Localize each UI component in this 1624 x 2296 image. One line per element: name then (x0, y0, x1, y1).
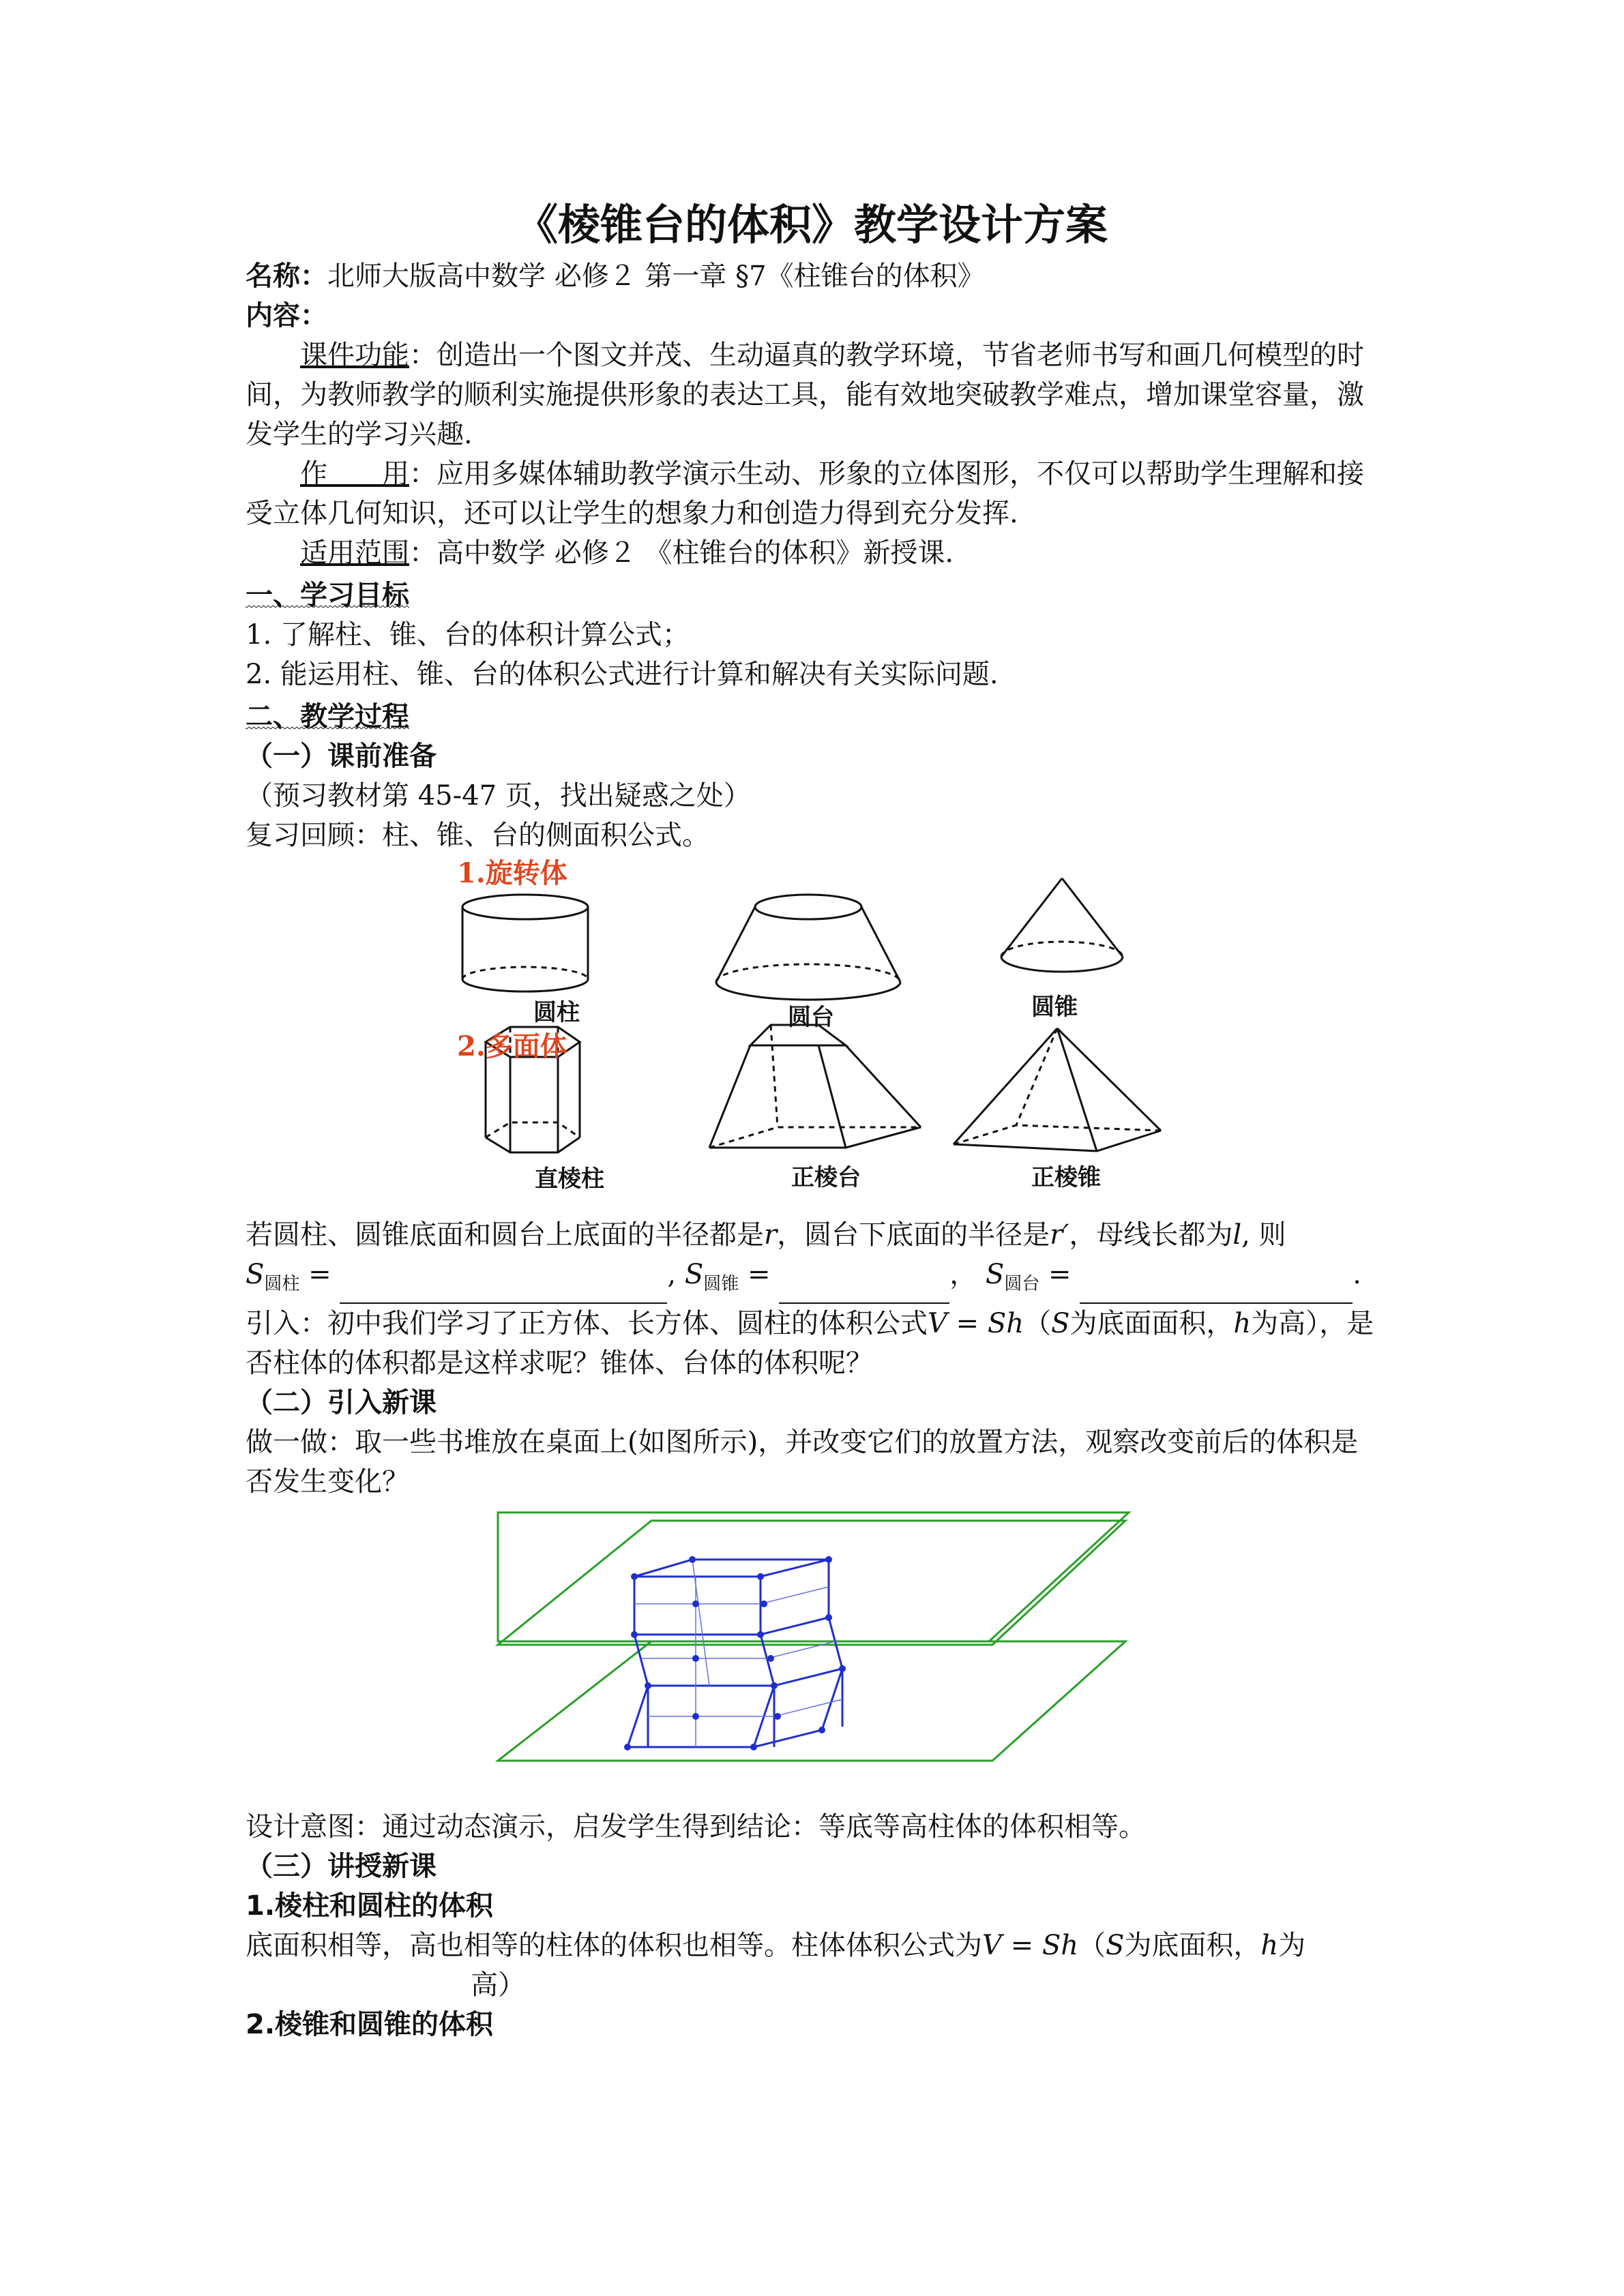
sub1-text-b: （ (1078, 1930, 1106, 1961)
function-label: 课件功能 (300, 340, 409, 371)
label-pyramid-frustum: 正棱台 (791, 1164, 861, 1191)
intro-text-a: 引入：初中我们学习了正方体、长方体、圆柱的体积公式 (246, 1308, 928, 1339)
sub1-text-c: 为底面积， (1124, 1930, 1261, 1961)
blank-frustum (1080, 1277, 1353, 1304)
content-label: 内容： (246, 300, 327, 331)
label-pyramid: 正棱锥 (1031, 1164, 1101, 1191)
cone-shape (1001, 878, 1123, 972)
sub1-heading: 1.棱柱和圆柱的体积 (246, 1890, 494, 1922)
sub1-text-a: 底面积相等，高也相等的柱体的体积也相等。柱体体积公式为 (246, 1930, 982, 1961)
blank-cone (779, 1277, 949, 1304)
preview-note: （预习教材第 45-47 页，找出疑惑之处） (246, 780, 751, 811)
sub1-formula: V = Sh (982, 1930, 1078, 1961)
intro-text-b: （ (1024, 1308, 1051, 1339)
label-frustum: 圆台 (788, 1004, 834, 1031)
courseware-function (246, 336, 1378, 454)
radius-r: r (764, 1219, 778, 1251)
radius-text-c: ，母线长都为 (1069, 1219, 1233, 1251)
page-title: 《棱锥台的体积》教学设计方案 (515, 200, 1108, 250)
intro-h: h (1233, 1308, 1252, 1339)
sub1-h: h (1260, 1930, 1279, 1961)
radius-text-d: , 则 (1241, 1219, 1286, 1251)
sub1-paragraph (246, 1926, 1378, 1965)
do-it-paragraph: 做一做：取一些书堆放在桌面上(如图所示)，并改变它们的放置方法，观察改变前后的体积是否发生变化？ (246, 1427, 1359, 1497)
courseware-scope (246, 533, 1378, 573)
s-cylinder-sub: 圆柱 (264, 1274, 300, 1294)
pyramid-frustum-shape (709, 1025, 921, 1148)
content-label-line (246, 296, 1378, 336)
part1-heading: （一）课前准备 (246, 741, 437, 772)
courseware-role (246, 454, 1378, 533)
name-value: 北师大版高中数学 必修２ 第一章 §7《柱锥台的体积》 (327, 260, 985, 292)
radius-text-b: ，圆台下底面的半径是 (777, 1219, 1050, 1251)
cylinder-shape (462, 895, 588, 992)
book-stack (628, 1560, 842, 1747)
s-cone-sub: 圆锥 (703, 1274, 739, 1294)
intro-formula: V = Sh (928, 1308, 1024, 1339)
design-intent: 设计意图：通过动态演示，启发学生得到结论：等底等高柱体的体积相等。 (246, 1811, 1146, 1843)
blank-cylinder (340, 1277, 667, 1304)
document-page (246, 198, 1378, 2044)
radius-r2: r′ (1050, 1219, 1069, 1251)
goal-item-1: 1. 了解柱、锥、台的体积计算公式； (246, 619, 690, 651)
sub1-s: S (1106, 1930, 1125, 1961)
part2-heading: （二）引入新课 (246, 1387, 437, 1418)
frustum-shape (716, 895, 900, 1000)
intro-s: S (1051, 1308, 1070, 1339)
scope-text: ：高中数学 必修２ 《柱锥台的体积》新授课. (409, 537, 954, 569)
role-label: 作 用 (300, 458, 409, 490)
label-cylinder: 圆柱 (533, 999, 580, 1026)
name-label: 名称： (246, 260, 327, 292)
intro-paragraph (246, 1304, 1378, 1383)
radius-sentence (246, 1215, 1378, 1255)
role-text: ：应用多媒体辅助教学演示生动、形象的立体图形，不仅可以帮助学生理解和接受立体几何知识，还可以让学生的想象力和创造力得到充分发挥. (246, 458, 1364, 529)
radius-l: l (1232, 1219, 1242, 1251)
meta-name-line (246, 256, 1378, 296)
pyramid-shape (954, 1028, 1161, 1151)
intro-text-c: 为底面面积， (1069, 1308, 1234, 1339)
label-prism: 直棱柱 (535, 1165, 604, 1193)
review-line: 复习回顾：柱、锥、台的侧面积公式。 (246, 820, 709, 851)
section-process-heading: 二、教学过程 (246, 701, 409, 732)
s-frustum-sub: 圆台 (1004, 1274, 1040, 1294)
sub2-heading: 2.棱锥和圆锥的体积 (246, 2009, 494, 2040)
label-cone: 圆锥 (1031, 994, 1078, 1021)
fig-revolution-title: 1.旋转体 (457, 857, 567, 889)
books-drawing (246, 1508, 1378, 1795)
section-goals-heading: 一、学习目标 (246, 580, 409, 611)
intro-text-d: 为高），是否柱体的体积都是这样求呢？锥体、台体的体积呢？ (246, 1308, 1374, 1379)
sub1-paragraph-end: 高） (471, 1969, 525, 2001)
books-figure (246, 1508, 1378, 1795)
sub1-text-d: 为 (1278, 1930, 1306, 1961)
radius-text-a: 若圆柱、圆锥底面和圆台上底面的半径都是 (246, 1219, 764, 1251)
function-text: ：创造出一个图文并茂、生动逼真的教学环境，节省老师书写和画几何模型的时间，为教师教学的顺利实施提供形象的表达工具，能有效地突破教学难点，增加课堂容量，激发学生的学习兴趣. (246, 340, 1364, 450)
goal-item-2: 2. 能运用柱、锥、台的体积公式进行计算和解决有关实际问题. (246, 659, 999, 690)
part3-heading: （三）讲授新课 (246, 1851, 437, 1882)
surface-formula-blanks: $S_{圆柱}$ = , $S_{圆锥}$ = ， $S_{圆台}$ = . (246, 1255, 1378, 1304)
solids-figure (246, 858, 1378, 1212)
scope-label: 适用范围 (300, 537, 409, 569)
fig-polyhedron-title: 2.多面体 (457, 1030, 567, 1062)
